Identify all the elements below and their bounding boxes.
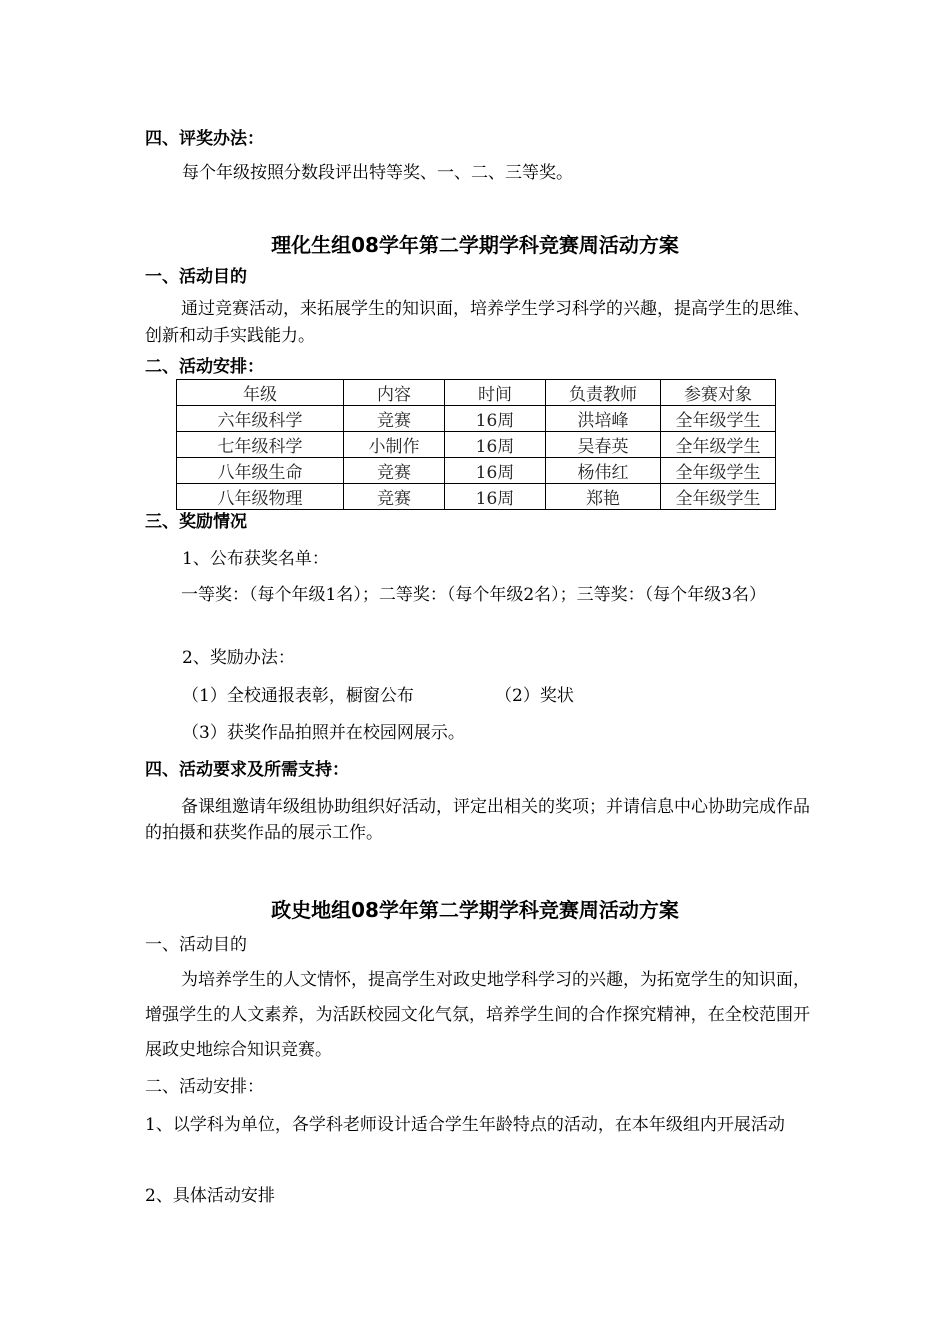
rewards-item-1: 1、公布获奖名单： [182, 549, 329, 569]
table-row [177, 458, 776, 484]
table-cell: 七年级科学 [177, 432, 344, 458]
table-cell: 洪培峰 [546, 406, 661, 432]
table-header-cell: 内容 [344, 380, 445, 406]
rewards-method-3: （3）获奖作品拍照并在校园网展示。 [182, 723, 465, 743]
table-cell: 全年级学生 [661, 484, 776, 510]
table-cell: 杨伟红 [546, 458, 661, 484]
table-cell: 全年级学生 [661, 432, 776, 458]
table-cell: 16周 [445, 484, 546, 510]
table-cell: 竞赛 [344, 458, 445, 484]
table-cell: 16周 [445, 432, 546, 458]
table-row [177, 406, 776, 432]
table-cell: 小制作 [344, 432, 445, 458]
section-heading-awards-method: 四、评奖办法： [145, 129, 264, 149]
table-row [177, 432, 776, 458]
humanities-heading-purpose: 一、活动目的 [145, 935, 247, 955]
table-cell: 16周 [445, 458, 546, 484]
table-cell: 六年级科学 [177, 406, 344, 432]
table-cell: 八年级生命 [177, 458, 344, 484]
table-header-cell: 负责教师 [546, 380, 661, 406]
awards-method-text: 每个年级按照分数段评出特等奖、一、二、三等奖。 [182, 163, 573, 183]
science-heading-rewards: 三、奖励情况 [145, 512, 247, 532]
table-header-cell: 参赛对象 [661, 380, 776, 406]
rewards-method-2: （2）奖状 [495, 686, 574, 706]
science-heading-purpose: 一、活动目的 [145, 267, 247, 287]
table-cell: 八年级物理 [177, 484, 344, 510]
table-header-row [177, 380, 776, 406]
table-cell: 竞赛 [344, 406, 445, 432]
science-requirements-text: 备课组邀请年级组协助组织好活动，评定出相关的奖项；并请信息中心协助完成作品的拍摄和获奖作品的展示工作。 [145, 797, 810, 843]
table-cell: 16周 [445, 406, 546, 432]
table-cell: 郑艳 [546, 484, 661, 510]
science-heading-requirements: 四、活动要求及所需支持： [145, 760, 349, 780]
science-purpose-text: 通过竞赛活动，来拓展学生的知识面，培养学生学习科学的兴趣，提高学生的思维、创新和动手实践能力。 [145, 299, 810, 346]
table-cell: 全年级学生 [661, 458, 776, 484]
table-cell: 竞赛 [344, 484, 445, 510]
table-header-cell: 时间 [445, 380, 546, 406]
humanities-heading-arrangement: 二、活动安排： [145, 1077, 264, 1097]
science-plan-title: 理化生组08学年第二学期学科竞赛周活动方案 [271, 233, 679, 257]
humanities-arrangement-item-2: 2、具体活动安排 [145, 1186, 275, 1206]
schedule-table [176, 379, 776, 510]
table-cell: 全年级学生 [661, 406, 776, 432]
rewards-method-1: （1）全校通报表彰，橱窗公布 [182, 686, 414, 706]
table-cell: 吴春英 [546, 432, 661, 458]
table-row [177, 484, 776, 510]
rewards-awards-text: 一等奖：（每个年级1名）；二等奖：（每个年级2名）；三等奖：（每个年级3名） [181, 585, 766, 605]
humanities-plan-title: 政史地组08学年第二学期学科竞赛周活动方案 [271, 898, 679, 922]
humanities-arrangement-item-1: 1、以学科为单位，各学科老师设计适合学生年龄特点的活动，在本年级组内开展活动 [145, 1115, 785, 1135]
rewards-item-2: 2、奖励办法： [182, 648, 295, 668]
table-header-cell: 年级 [177, 380, 344, 406]
humanities-purpose-text: 为培养学生的人文情怀，提高学生对政史地学科学习的兴趣，为拓宽学生的知识面，增强学生的人文素养，为活跃校园文化气氛，培养学生间的合作探究精神，在全校范围开展政史地综合知识竞赛。 [145, 970, 810, 1060]
science-heading-arrangement: 二、活动安排： [145, 357, 264, 377]
